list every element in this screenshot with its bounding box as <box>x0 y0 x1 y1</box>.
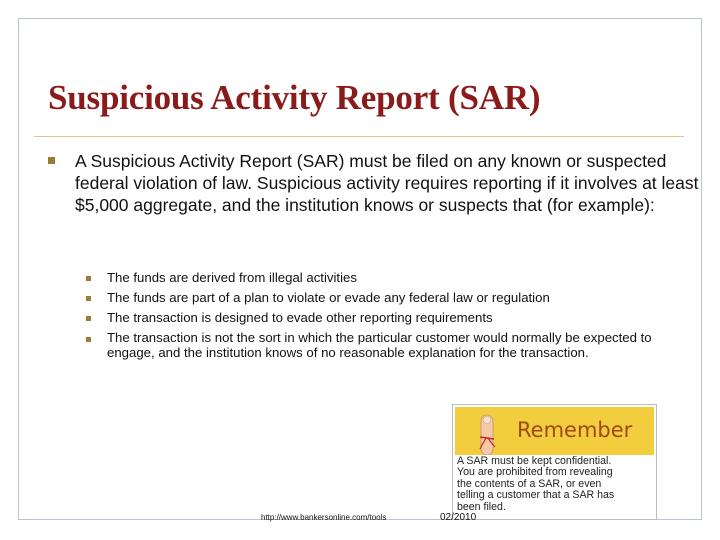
remember-line: the contents of a SAR, or even <box>457 477 602 490</box>
main-bullet-marker <box>48 157 55 164</box>
main-bullet-text: A Suspicious Activity Report (SAR) must be filed on any known or suspected federal violation of law. Suspicious activity requires reporting if it involves at least $5,000 aggregate, and the institution knows or suspects that (for example): <box>75 151 699 215</box>
finger-with-string-icon <box>477 413 497 455</box>
sub-bullet-marker <box>86 296 91 301</box>
remember-line: telling a customer that a SAR has <box>457 489 615 502</box>
sub-bullet-marker <box>86 276 91 281</box>
sub-bullet-item: The funds are part of a plan to violate or evade any federal law or regulation <box>107 289 550 305</box>
title-divider <box>34 136 684 137</box>
slide-title: Suspicious Activity Report (SAR) <box>48 78 541 117</box>
remember-text <box>457 456 652 513</box>
sub-bullet-item: The transaction is not the sort in which the particular customer would normally be expected to engage, and the institution knows of no reasonable explanation for the transaction. <box>107 329 652 361</box>
remember-line: You are prohibited from revealing <box>457 466 613 479</box>
remember-card <box>452 404 657 520</box>
remember-line: been filed. <box>457 500 506 513</box>
remember-header <box>455 407 654 455</box>
sub-bullet-item: The transaction is designed to evade other reporting requirements <box>107 309 493 325</box>
sub-bullet-marker <box>86 337 91 342</box>
sub-bullet-list <box>107 270 697 361</box>
remember-line: A SAR must be kept confidential. <box>457 455 612 467</box>
sub-bullet-marker <box>86 316 91 321</box>
remember-heading: Remember <box>517 418 633 442</box>
footer-date: 02/2010 <box>440 512 477 523</box>
sub-bullet-item: The funds are derived from illegal activities <box>107 270 357 285</box>
footer-url: http://www.bankersonline.com/tools <box>261 513 387 522</box>
